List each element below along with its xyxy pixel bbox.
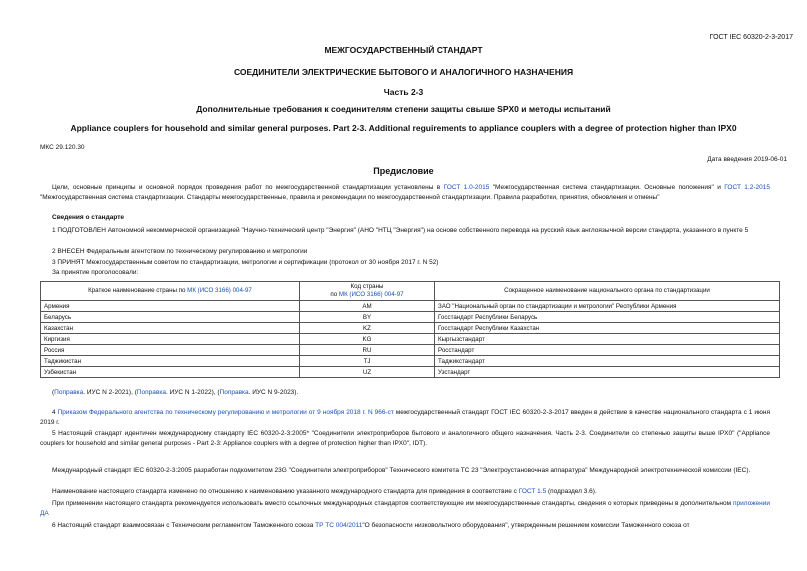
country-cell: Беларусь xyxy=(41,312,300,323)
gost-1-0-2015-link[interactable]: ГОСТ 1.0-2015 xyxy=(443,184,490,191)
column-header-country: Краткое наименование страны по МК (ИСО 3166) 004-97 xyxy=(41,282,300,301)
code-cell: TJ xyxy=(300,356,435,367)
body-cell: ЗАО "Национальный орган по стандартизации и метрологии" Республики Армения xyxy=(435,301,780,312)
gost-1-5-link[interactable]: ГОСТ 1.5 xyxy=(518,488,547,495)
order-966-link[interactable]: Приказом Федерального агентства по техническому регулированию и метрологии от 9 ноября 2018 г. N 966-ст xyxy=(57,409,394,416)
introduction-date: Дата введения 2019-06-01 xyxy=(707,156,787,163)
info-item-1: 1 ПОДГОТОВЛЕН Автономной некоммерческой организацией "Научно-технический центр "Энергия" (АНО "НТЦ "Энергия") на основе собственного перевода на русский язык англоязычной версии стандарта, указанного в пункте 5 xyxy=(52,227,749,234)
voted-label: За принятие проголосовали: xyxy=(52,269,139,276)
country-cell: Узбекистан xyxy=(41,367,300,378)
document-code: ГОСТ IEC 60320-2-3-2017 xyxy=(709,34,793,41)
mk-iso-3166-link[interactable]: МК (ИСО 3166) 004-97 xyxy=(187,287,252,294)
table-row xyxy=(41,356,780,367)
table-row xyxy=(41,323,780,334)
code-cell: KZ xyxy=(300,323,435,334)
foreword-paragraph: Цели, основные принципы и основной порядок проведения работ по межгосударственной стандартизации установлены в ГОСТ 1.0-2015 "Межгосударственная система стандартизации. Основные положения" и ГОСТ 1.2-2015 "Межгосударственная система стандартизации. Стандарты межгосударственные, правила и рекомендации по межгосударственной стандартизации. Правила разработки, принятия, обновления и отмены" xyxy=(40,184,770,201)
country-cell: Армения xyxy=(41,301,300,312)
body-cell: Таджикстандарт xyxy=(435,356,780,367)
code-cell: RU xyxy=(300,345,435,356)
country-cell: Казахстан xyxy=(41,323,300,334)
table-row xyxy=(41,312,780,323)
tr-ts-004-2011-link[interactable]: ТР ТС 004/2011 xyxy=(315,522,363,529)
table-header-row xyxy=(41,282,780,301)
info-heading: Сведения о стандарте xyxy=(52,214,125,221)
column-header-body: Сокращенное наименование национального органа по стандартизации xyxy=(435,282,780,301)
appendix-da-link[interactable]: приложении ДА xyxy=(40,500,770,517)
amendment-link[interactable]: Поправка xyxy=(136,389,166,396)
standard-part: Часть 2-3 xyxy=(383,87,424,97)
table-row xyxy=(41,367,780,378)
info-item-6: 6 Настоящий стандарт взаимосвязан с Техническим регламентом Таможенного союза ТР ТС 004/2011"О безопасности низковольтного оборудования", утвержденным решением комиссии Таможенного союза от xyxy=(52,522,690,529)
english-title: Appliance couplers for household and similar general purposes. Part 2-3. Additional reguirements to appliance couplers with a degree of protection higher than IPX0 xyxy=(70,123,737,133)
info-item-4: 4 Приказом Федерального агентства по техническому регулированию и метрологии от 9 ноября 2018 г. N 966-ст межгосударственный стандарт ГОСТ IEC 60320-2-3-2017 введен в действие в качестве национального стандарта с 1 июня 2019 г. xyxy=(40,409,770,426)
table-row xyxy=(41,301,780,312)
code-cell: AM xyxy=(300,301,435,312)
international-standard-paragraph: Международный стандарт IEC 60320-2-3:2005 разработан подкомитетом 23G "Соединители электроприборов" Технического комитета ТС 23 "Электроустановочная аппаратура" Международной электротехнической комиссии (IEC). xyxy=(52,467,751,474)
country-cell: Россия xyxy=(41,345,300,356)
voting-states-table xyxy=(40,281,780,378)
name-change-paragraph: Наименование настоящего стандарта изменено по отношению к наименованию указанного международного стандарта для приведения в соответствие с ГОСТ 1.5 (подраздел 3.6). xyxy=(52,488,597,495)
application-paragraph: При применении настоящего стандарта рекомендуется использовать вместо ссылочных международных стандартов соответствующие им межгосударственные стандарты, сведения о которых приведены в дополнительном приложении ДА xyxy=(40,500,770,517)
country-cell: Киргизия xyxy=(41,334,300,345)
info-item-2: 2 ВНЕСЕН Федеральным агентством по техническому регулированию и метрологии xyxy=(52,248,308,255)
code-cell: BY xyxy=(300,312,435,323)
standard-type-heading: МЕЖГОСУДАРСТВЕННЫЙ СТАНДАРТ xyxy=(324,45,483,55)
body-cell: Росстандарт xyxy=(435,345,780,356)
standard-title: СОЕДИНИТЕЛИ ЭЛЕКТРИЧЕСКИЕ БЫТОВОГО И АНАЛОГИЧНОГО НАЗНАЧЕНИЯ xyxy=(233,67,574,77)
mks-code: МКС 29.120.30 xyxy=(40,144,85,151)
country-cell: Таджикистан xyxy=(41,356,300,367)
mk-iso-3166-link[interactable]: МК (ИСО 3166) 004-97 xyxy=(338,291,404,298)
body-cell: Госстандарт Республики Беларусь xyxy=(435,312,780,323)
amendment-link[interactable]: Поправка xyxy=(219,389,249,396)
body-cell: Узстандарт xyxy=(435,367,780,378)
foreword-heading: Предисловие xyxy=(373,166,434,176)
code-cell: KG xyxy=(300,334,435,345)
column-header-code: Код страны по МК (ИСО 3166) 004-97 xyxy=(300,282,435,301)
info-item-5: 5 Настоящий стандарт идентичен международному стандарту IEC 60320-2-3:2005* "Соединители электроприборов бытового и аналогичного общего назначения. Часть 2-3. Соединители со степенью защиты выше IPX0" ("Appliance couplers for household and similar general purposes - Part 2-3: Appliance couplers with a degree of protection higher than IPX0", IDT). xyxy=(40,430,770,447)
body-cell: Кыргызстандарт xyxy=(435,334,780,345)
amendment-link[interactable]: Поправка xyxy=(54,389,84,396)
amendments-line: (Поправка. ИУС N 2-2021), (Поправка. ИУС N 1-2022), (Поправка. ИУС N 9-2023). xyxy=(52,389,299,396)
code-cell: UZ xyxy=(300,367,435,378)
table-row xyxy=(41,334,780,345)
standard-subtitle: Дополнительные требования к соединителям степени защиты свыше SPX0 и методы испытаний xyxy=(196,104,611,114)
gost-1-2-2015-link[interactable]: ГОСТ 1.2-2015 xyxy=(724,184,770,191)
body-cell: Госстандарт Республики Казахстан xyxy=(435,323,780,334)
table-row xyxy=(41,345,780,356)
info-item-3: 3 ПРИНЯТ Межгосударственным советом по стандартизации, метрологии и сертификации (протокол от 30 ноября 2017 г. N 52) xyxy=(52,259,439,266)
